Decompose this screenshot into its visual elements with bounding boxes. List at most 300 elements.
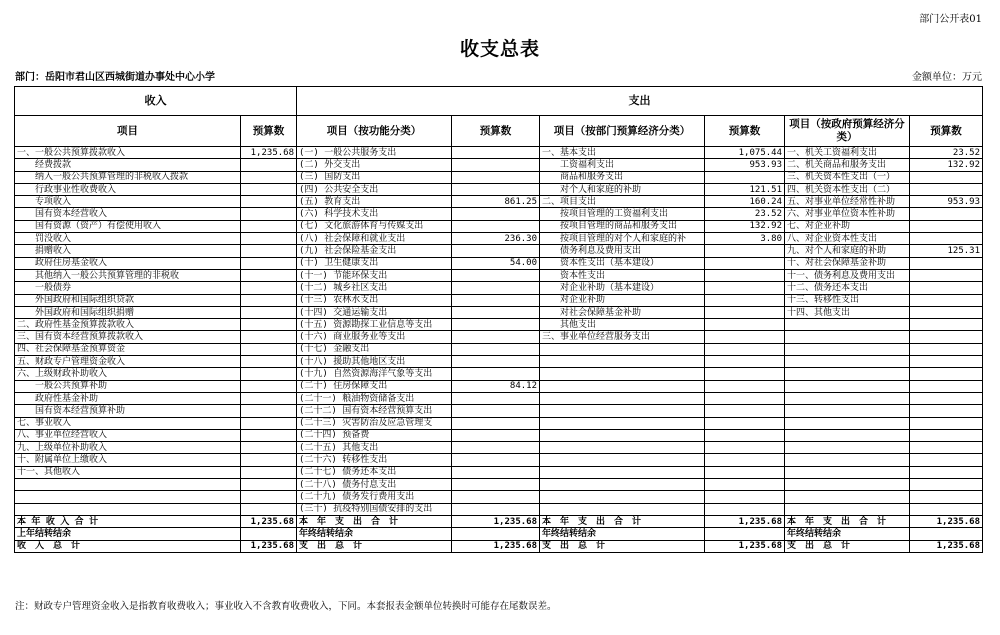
income-budget-cell xyxy=(241,294,297,306)
budget-summary-table xyxy=(14,86,983,553)
table-row xyxy=(15,233,983,245)
dept-econ-budget-cell: 160.24 xyxy=(705,196,785,208)
income-budget-cell xyxy=(241,220,297,232)
func-budget-cell: 84.12 xyxy=(452,380,540,392)
func-item-cell: (二十三) 灾害防治及应急管理支 xyxy=(297,417,452,429)
dept-econ-item-cell xyxy=(540,429,705,441)
func-item-cell: (四) 公共安全支出 xyxy=(297,183,452,195)
gov-econ-budget-cell xyxy=(910,183,983,195)
dept-econ-item-cell xyxy=(540,392,705,404)
gov-econ-item-cell: 五、对事业单位经常性补助 xyxy=(785,196,910,208)
gov-econ-budget-cell xyxy=(910,220,983,232)
income-item-cell: 三、国有资本经营预算拨款收入 xyxy=(15,331,241,343)
gov-econ-budget-cell xyxy=(910,319,983,331)
income-item-cell: 专项收入 xyxy=(15,196,241,208)
dept-econ-budget-cell xyxy=(705,319,785,331)
carry-dept-label: 年终结转结余 xyxy=(540,528,705,540)
dept-econ-budget-cell xyxy=(705,417,785,429)
table-row xyxy=(15,331,983,343)
gov-econ-budget-cell xyxy=(910,466,983,478)
carry-func-label: 年终结转结余 xyxy=(297,528,452,540)
grand-dept-label: 支 出 总 计 xyxy=(540,540,705,552)
income-item-cell: 政府性基金补助 xyxy=(15,392,241,404)
dept-econ-budget-cell: 132.92 xyxy=(705,220,785,232)
func-budget-cell xyxy=(452,442,540,454)
total-gov-label: 本 年 支 出 合 计 xyxy=(785,515,910,527)
dept-econ-item-cell: 对社会保障基金补助 xyxy=(540,306,705,318)
grand-income-value: 1,235.68 xyxy=(241,540,297,552)
carry-gov-value xyxy=(910,528,983,540)
func-budget-cell xyxy=(452,466,540,478)
func-budget-cell: 236.30 xyxy=(452,233,540,245)
income-item-cell: 行政事业性收费收入 xyxy=(15,183,241,195)
gov-econ-item-cell: 四、机关资本性支出（二） xyxy=(785,183,910,195)
col-header-item: 项目 xyxy=(15,116,241,147)
gov-econ-item-cell: 十一、债务利息及费用支出 xyxy=(785,269,910,281)
income-budget-cell xyxy=(241,479,297,491)
income-budget-cell xyxy=(241,269,297,281)
table-row xyxy=(15,282,983,294)
func-budget-cell xyxy=(452,491,540,503)
income-budget-cell xyxy=(241,319,297,331)
table-row xyxy=(15,208,983,220)
dept-econ-budget-cell xyxy=(705,356,785,368)
income-item-cell: 二、政府性基金预算拨款收入 xyxy=(15,319,241,331)
dept-econ-budget-cell xyxy=(705,479,785,491)
gov-econ-budget-cell xyxy=(910,257,983,269)
income-item-cell: 国有资源（资产）有偿使用收入 xyxy=(15,220,241,232)
dept-econ-item-cell: 资本性支出 xyxy=(540,269,705,281)
carry-income-label: 上年结转结余 xyxy=(15,528,241,540)
total-income-value: 1,235.68 xyxy=(241,515,297,527)
func-item-cell: (十) 卫生健康支出 xyxy=(297,257,452,269)
carry-income-value xyxy=(241,528,297,540)
gov-econ-budget-cell xyxy=(910,454,983,466)
func-item-cell: (二十一) 粮油物资储备支出 xyxy=(297,392,452,404)
func-budget-cell: 54.00 xyxy=(452,257,540,269)
total-dept-label: 本 年 支 出 合 计 xyxy=(540,515,705,527)
gov-econ-item-cell: 三、机关资本性支出（一） xyxy=(785,171,910,183)
dept-econ-item-cell: 二、项目支出 xyxy=(540,196,705,208)
func-item-cell: (五) 教育支出 xyxy=(297,196,452,208)
func-budget-cell xyxy=(452,331,540,343)
dept-econ-budget-cell xyxy=(705,503,785,515)
total-func-label: 本 年 支 出 合 计 xyxy=(297,515,452,527)
gov-econ-item-cell xyxy=(785,479,910,491)
dept-econ-item-cell xyxy=(540,405,705,417)
income-budget-cell xyxy=(241,442,297,454)
income-budget-cell xyxy=(241,257,297,269)
func-item-cell: (二十) 住房保障支出 xyxy=(297,380,452,392)
dept-econ-item-cell xyxy=(540,491,705,503)
gov-econ-budget-cell xyxy=(910,417,983,429)
gov-econ-item-cell xyxy=(785,343,910,355)
table-row xyxy=(15,405,983,417)
carry-dept-value xyxy=(705,528,785,540)
table-row xyxy=(15,319,983,331)
income-item-cell: 一般公共预算补助 xyxy=(15,380,241,392)
func-budget-cell: 861.25 xyxy=(452,196,540,208)
dept-econ-item-cell: 按项目管理的对个人和家庭的补 xyxy=(540,233,705,245)
gov-econ-item-cell: 十四、其他支出 xyxy=(785,306,910,318)
gov-econ-budget-cell xyxy=(910,294,983,306)
func-item-cell: (十六) 商业服务业等支出 xyxy=(297,331,452,343)
func-budget-cell xyxy=(452,269,540,281)
func-item-cell: (二十四) 预备费 xyxy=(297,429,452,441)
income-budget-cell xyxy=(241,368,297,380)
table-row xyxy=(15,466,983,478)
dept-econ-item-cell xyxy=(540,479,705,491)
income-budget-cell xyxy=(241,466,297,478)
table-row xyxy=(15,479,983,491)
income-item-cell: 国有资本经营预算补助 xyxy=(15,405,241,417)
income-budget-cell xyxy=(241,159,297,171)
grand-func-value: 1,235.68 xyxy=(452,540,540,552)
dept-econ-budget-cell: 953.93 xyxy=(705,159,785,171)
func-budget-cell xyxy=(452,282,540,294)
dept-econ-item-cell: 资本性支出（基本建设） xyxy=(540,257,705,269)
gov-econ-budget-cell xyxy=(910,282,983,294)
func-item-cell: (十二) 城乡社区支出 xyxy=(297,282,452,294)
income-item-cell: 捐赠收入 xyxy=(15,245,241,257)
func-item-cell: (二十七) 债务还本支出 xyxy=(297,466,452,478)
grand-func-label: 支 出 总 计 xyxy=(297,540,452,552)
table-row xyxy=(15,306,983,318)
func-budget-cell xyxy=(452,183,540,195)
gov-econ-budget-cell xyxy=(910,331,983,343)
dept-econ-item-cell xyxy=(540,368,705,380)
func-item-cell: (六) 科学技术支出 xyxy=(297,208,452,220)
grand-dept-value: 1,235.68 xyxy=(705,540,785,552)
gov-econ-budget-cell: 132.92 xyxy=(910,159,983,171)
dept-econ-item-cell xyxy=(540,466,705,478)
table-row xyxy=(15,245,983,257)
dept-econ-item-cell: 按项目管理的工资福利支出 xyxy=(540,208,705,220)
income-item-cell: 外国政府和国际组织贷款 xyxy=(15,294,241,306)
income-budget-cell xyxy=(241,356,297,368)
dept-econ-item-cell: 工资福利支出 xyxy=(540,159,705,171)
grand-income-label: 收 入 总 计 xyxy=(15,540,241,552)
func-item-cell: (三十) 抗疫特别国债安排的支出 xyxy=(297,503,452,515)
gov-econ-item-cell: 一、机关工资福利支出 xyxy=(785,147,910,159)
gov-econ-item-cell xyxy=(785,319,910,331)
income-item-cell: 国有资本经营收入 xyxy=(15,208,241,220)
func-item-cell: (二十二) 国有资本经营预算支出 xyxy=(297,405,452,417)
func-budget-cell xyxy=(452,479,540,491)
table-row xyxy=(15,269,983,281)
gov-econ-item-cell xyxy=(785,466,910,478)
income-item-cell: 四、社会保障基金预算资金 xyxy=(15,343,241,355)
income-budget-cell: 1,235.68 xyxy=(241,147,297,159)
func-item-cell: (十九) 自然资源海洋气象等支出 xyxy=(297,368,452,380)
dept-econ-item-cell: 商品和服务支出 xyxy=(540,171,705,183)
grand-gov-value: 1,235.68 xyxy=(910,540,983,552)
dept-econ-item-cell: 按项目管理的商品和服务支出 xyxy=(540,220,705,232)
dept-econ-item-cell xyxy=(540,503,705,515)
func-item-cell: (七) 文化旅游体育与传媒支出 xyxy=(297,220,452,232)
col-header-gov-econ: 项目（按政府预算经济分类） xyxy=(785,116,910,147)
dept-econ-item-cell xyxy=(540,417,705,429)
income-budget-cell xyxy=(241,454,297,466)
table-row xyxy=(15,417,983,429)
func-budget-cell xyxy=(452,417,540,429)
gov-econ-item-cell xyxy=(785,331,910,343)
income-budget-cell xyxy=(241,429,297,441)
gov-econ-item-cell xyxy=(785,368,910,380)
func-item-cell: (十一) 节能环保支出 xyxy=(297,269,452,281)
table-row xyxy=(15,220,983,232)
gov-econ-budget-cell: 125.31 xyxy=(910,245,983,257)
dept-econ-item-cell xyxy=(540,442,705,454)
dept-econ-budget-cell xyxy=(705,269,785,281)
gov-econ-item-cell xyxy=(785,392,910,404)
func-item-cell: (十七) 金融支出 xyxy=(297,343,452,355)
income-item-cell: 五、财政专户管理资金收入 xyxy=(15,356,241,368)
income-budget-cell xyxy=(241,491,297,503)
income-budget-cell xyxy=(241,503,297,515)
income-budget-cell xyxy=(241,343,297,355)
gov-econ-budget-cell: 953.93 xyxy=(910,196,983,208)
table-row xyxy=(15,491,983,503)
dept-econ-item-cell xyxy=(540,454,705,466)
func-item-cell: (二十八) 债务付息支出 xyxy=(297,479,452,491)
table-row xyxy=(15,147,983,159)
total-dept-value: 1,235.68 xyxy=(705,515,785,527)
income-item-cell: 外国政府和国际组织捐赠 xyxy=(15,306,241,318)
func-budget-cell xyxy=(452,405,540,417)
dept-econ-item-cell: 对个人和家庭的补助 xyxy=(540,183,705,195)
dept-econ-budget-cell xyxy=(705,257,785,269)
income-item-cell: 纳入一般公共预算管理的非税收入拨款 xyxy=(15,171,241,183)
dept-econ-budget-cell xyxy=(705,343,785,355)
income-budget-cell xyxy=(241,245,297,257)
gov-econ-budget-cell xyxy=(910,306,983,318)
col-header-budget: 预算数 xyxy=(910,116,983,147)
func-budget-cell xyxy=(452,208,540,220)
col-header-budget: 预算数 xyxy=(241,116,297,147)
gov-econ-item-cell xyxy=(785,429,910,441)
income-item-cell: 其他纳入一般公共预算管理的非税收 xyxy=(15,269,241,281)
dept-econ-item-cell: 其他支出 xyxy=(540,319,705,331)
amount-unit-label: 金额单位：万元 xyxy=(912,72,982,83)
income-item-cell: 九、上级单位补助收入 xyxy=(15,442,241,454)
func-budget-cell xyxy=(452,503,540,515)
dept-econ-budget-cell xyxy=(705,245,785,257)
income-item-cell xyxy=(15,503,241,515)
func-budget-cell xyxy=(452,454,540,466)
func-item-cell: (二) 外交支出 xyxy=(297,159,452,171)
gov-econ-item-cell xyxy=(785,491,910,503)
func-budget-cell xyxy=(452,392,540,404)
income-budget-cell xyxy=(241,405,297,417)
gov-econ-budget-cell xyxy=(910,356,983,368)
dept-econ-item-cell: 债务利息及费用支出 xyxy=(540,245,705,257)
func-budget-cell xyxy=(452,245,540,257)
func-budget-cell xyxy=(452,356,540,368)
gov-econ-budget-cell xyxy=(910,479,983,491)
gov-econ-item-cell xyxy=(785,356,910,368)
income-item-cell: 经费拨款 xyxy=(15,159,241,171)
income-budget-cell xyxy=(241,196,297,208)
gov-econ-budget-cell: 23.52 xyxy=(910,147,983,159)
func-item-cell: (十五) 资源勘探工业信息等支出 xyxy=(297,319,452,331)
func-item-cell: (一) 一般公共服务支出 xyxy=(297,147,452,159)
gov-econ-budget-cell xyxy=(910,380,983,392)
gov-econ-item-cell: 八、对企业资本性支出 xyxy=(785,233,910,245)
expense-header: 支出 xyxy=(297,87,983,116)
department-label: 部门：岳阳市君山区西城街道办事处中心小学 xyxy=(15,72,215,83)
gov-econ-item-cell: 九、对个人和家庭的补助 xyxy=(785,245,910,257)
grand-total-row xyxy=(15,540,983,552)
carry-func-value xyxy=(452,528,540,540)
table-row xyxy=(15,368,983,380)
func-item-cell: (二十六) 转移性支出 xyxy=(297,454,452,466)
gov-econ-item-cell xyxy=(785,442,910,454)
gov-econ-item-cell: 六、对事业单位资本性补助 xyxy=(785,208,910,220)
table-row xyxy=(15,343,983,355)
table-row xyxy=(15,429,983,441)
gov-econ-item-cell: 十三、转移性支出 xyxy=(785,294,910,306)
income-budget-cell xyxy=(241,417,297,429)
form-number: 部门公开表01 xyxy=(919,14,982,25)
gov-econ-item-cell: 十二、债务还本支出 xyxy=(785,282,910,294)
func-budget-cell xyxy=(452,368,540,380)
gov-econ-budget-cell xyxy=(910,368,983,380)
income-item-cell: 罚没收入 xyxy=(15,233,241,245)
table-row xyxy=(15,159,983,171)
func-budget-cell xyxy=(452,171,540,183)
dept-econ-item-cell: 对企业补助（基本建设） xyxy=(540,282,705,294)
gov-econ-budget-cell xyxy=(910,392,983,404)
dept-econ-item-cell: 一、基本支出 xyxy=(540,147,705,159)
gov-econ-budget-cell xyxy=(910,442,983,454)
dept-econ-budget-cell xyxy=(705,454,785,466)
func-budget-cell xyxy=(452,319,540,331)
table-row xyxy=(15,183,983,195)
dept-econ-budget-cell xyxy=(705,466,785,478)
header-row-columns xyxy=(15,116,983,147)
dept-econ-item-cell xyxy=(540,343,705,355)
dept-econ-budget-cell xyxy=(705,442,785,454)
func-budget-cell xyxy=(452,294,540,306)
dept-econ-budget-cell: 1,075.44 xyxy=(705,147,785,159)
func-budget-cell xyxy=(452,343,540,355)
func-budget-cell xyxy=(452,306,540,318)
func-budget-cell xyxy=(452,159,540,171)
dept-econ-budget-cell: 3.80 xyxy=(705,233,785,245)
income-budget-cell xyxy=(241,331,297,343)
gov-econ-item-cell xyxy=(785,503,910,515)
table-row xyxy=(15,294,983,306)
gov-econ-item-cell xyxy=(785,417,910,429)
gov-econ-budget-cell xyxy=(910,503,983,515)
col-header-func: 项目（按功能分类） xyxy=(297,116,452,147)
gov-econ-budget-cell xyxy=(910,343,983,355)
func-item-cell: (十三) 农林水支出 xyxy=(297,294,452,306)
dept-econ-item-cell xyxy=(540,380,705,392)
income-budget-cell xyxy=(241,306,297,318)
income-budget-cell xyxy=(241,208,297,220)
gov-econ-budget-cell xyxy=(910,429,983,441)
dept-econ-budget-cell xyxy=(705,429,785,441)
dept-econ-budget-cell xyxy=(705,294,785,306)
income-item-cell: 六、上级财政补助收入 xyxy=(15,368,241,380)
carry-over-row xyxy=(15,528,983,540)
dept-econ-budget-cell xyxy=(705,392,785,404)
income-budget-cell xyxy=(241,392,297,404)
table-row xyxy=(15,503,983,515)
total-gov-value: 1,235.68 xyxy=(910,515,983,527)
total-row xyxy=(15,515,983,527)
gov-econ-budget-cell xyxy=(910,491,983,503)
col-header-budget: 预算数 xyxy=(452,116,540,147)
dept-econ-budget-cell xyxy=(705,380,785,392)
table-row xyxy=(15,442,983,454)
gov-econ-budget-cell xyxy=(910,233,983,245)
table-row xyxy=(15,392,983,404)
dept-econ-budget-cell: 23.52 xyxy=(705,208,785,220)
income-item-cell: 十一、其他收入 xyxy=(15,466,241,478)
func-item-cell: (三) 国防支出 xyxy=(297,171,452,183)
footnote: 注：财政专户管理资金收入是指教育收费收入；事业收入不含教育收费收入，下同。本套报表金额单位转换时可能存在尾数误差。 xyxy=(15,601,557,612)
func-item-cell: (二十九) 债务发行费用支出 xyxy=(297,491,452,503)
dept-econ-budget-cell xyxy=(705,171,785,183)
dept-econ-budget-cell xyxy=(705,282,785,294)
income-item-cell: 一般债券 xyxy=(15,282,241,294)
dept-econ-item-cell xyxy=(540,356,705,368)
total-income-label: 本 年 收 入 合 计 xyxy=(15,515,241,527)
table-row xyxy=(15,380,983,392)
gov-econ-budget-cell xyxy=(910,269,983,281)
income-item-cell xyxy=(15,479,241,491)
gov-econ-item-cell xyxy=(785,405,910,417)
gov-econ-item-cell: 二、机关商品和服务支出 xyxy=(785,159,910,171)
func-item-cell: (十四) 交通运输支出 xyxy=(297,306,452,318)
income-item-cell: 七、事业收入 xyxy=(15,417,241,429)
gov-econ-budget-cell xyxy=(910,208,983,220)
income-budget-cell xyxy=(241,233,297,245)
total-func-value: 1,235.68 xyxy=(452,515,540,527)
dept-econ-budget-cell xyxy=(705,491,785,503)
page-title: 收支总表 xyxy=(459,38,540,60)
dept-econ-budget-cell xyxy=(705,306,785,318)
col-header-dept-econ: 项目（按部门预算经济分类） xyxy=(540,116,705,147)
gov-econ-item-cell xyxy=(785,454,910,466)
income-budget-cell xyxy=(241,380,297,392)
grand-gov-label: 支 出 总 计 xyxy=(785,540,910,552)
dept-econ-budget-cell xyxy=(705,368,785,380)
func-item-cell: (八) 社会保障和就业支出 xyxy=(297,233,452,245)
gov-econ-item-cell: 十、对社会保障基金补助 xyxy=(785,257,910,269)
col-header-budget: 预算数 xyxy=(705,116,785,147)
income-budget-cell xyxy=(241,183,297,195)
table-row xyxy=(15,454,983,466)
header-row-top xyxy=(15,87,983,116)
dept-econ-item-cell: 三、事业单位经营服务支出 xyxy=(540,331,705,343)
table-row xyxy=(15,257,983,269)
dept-econ-budget-cell: 121.51 xyxy=(705,183,785,195)
income-item-cell: 一、一般公共预算拨款收入 xyxy=(15,147,241,159)
dept-econ-item-cell: 对企业补助 xyxy=(540,294,705,306)
income-item-cell: 十、附属单位上缴收入 xyxy=(15,454,241,466)
income-item-cell: 八、事业单位经营收入 xyxy=(15,429,241,441)
func-item-cell: (九) 社会保险基金支出 xyxy=(297,245,452,257)
func-item-cell: (二十五) 其他支出 xyxy=(297,442,452,454)
gov-econ-item-cell: 七、对企业补助 xyxy=(785,220,910,232)
income-budget-cell xyxy=(241,282,297,294)
income-item-cell: 政府住房基金收入 xyxy=(15,257,241,269)
func-budget-cell xyxy=(452,220,540,232)
